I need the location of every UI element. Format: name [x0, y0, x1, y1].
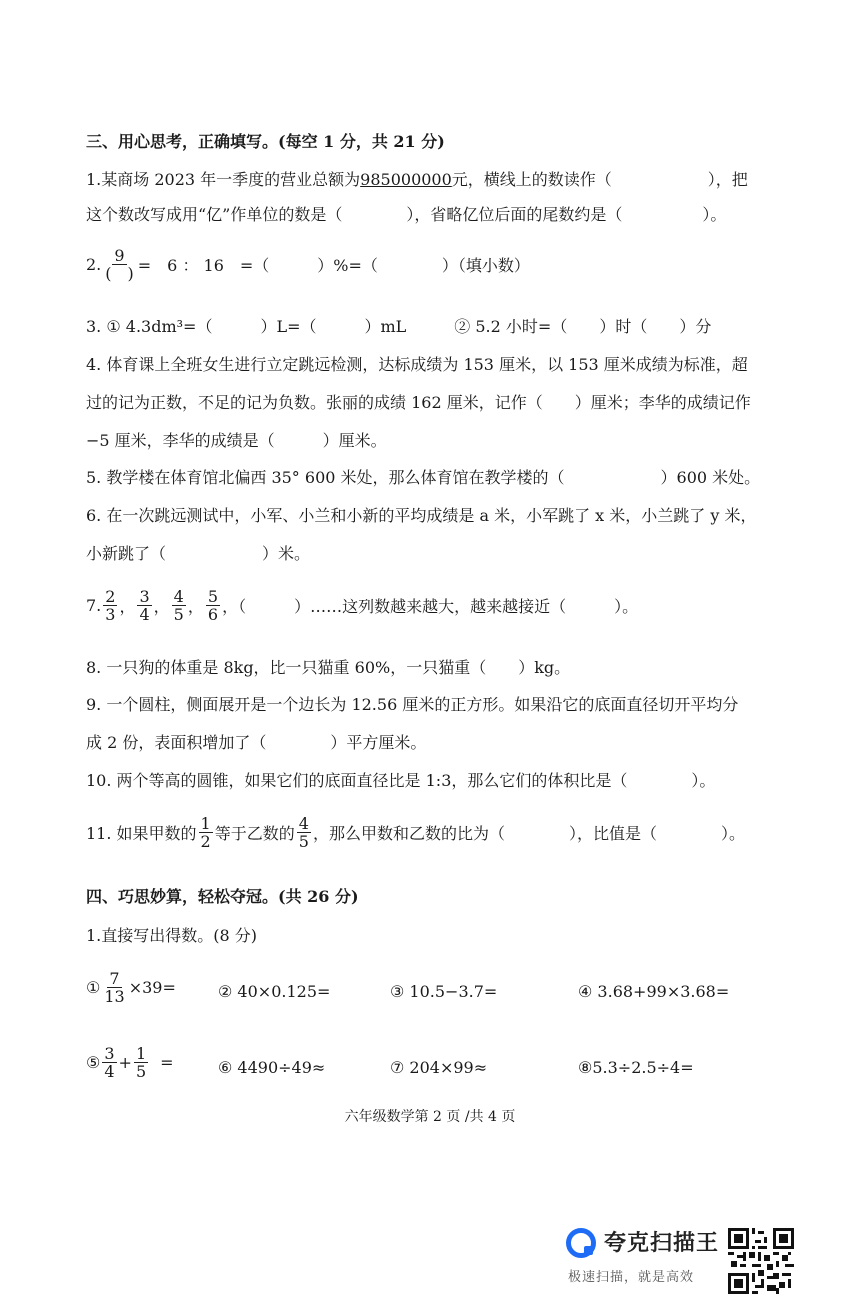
- q11-fraction-1: [199, 815, 213, 850]
- calc-item-1: [86, 970, 176, 1005]
- calc-item-3: ③ 10.5−3.7=: [390, 982, 498, 1001]
- calc-1-num: 7: [109, 969, 120, 988]
- q1-text-a: 1.某商场 2023 年一季度的营业总额为: [86, 170, 361, 189]
- q7-f1-num: 2: [105, 587, 116, 606]
- calc-1-fraction: [102, 970, 126, 1005]
- q7-prefix: 7.: [86, 596, 102, 615]
- question-4-line-3: −5 厘米，李华的成绩是（ ）厘米。: [86, 431, 387, 450]
- question-4-line-1: 4. 体育课上全班女生进行立定跳远检测，达标成绩为 153 厘米，以 153 厘米成绩为标准，超: [86, 355, 748, 374]
- section-4-heading: 四、巧思妙算，轻松夺冠。(共 26 分): [86, 887, 359, 906]
- q2-prefix: 2.: [86, 255, 102, 274]
- calc-item-7: ⑦ 204×99≈: [390, 1058, 488, 1077]
- brand-name: 夸克扫描王: [604, 1231, 720, 1256]
- q11-text-c: ，那么甲数和乙数的比为（ ），比值是（ ）。: [312, 824, 745, 843]
- q7-fraction-2: [137, 588, 151, 623]
- q7-fraction-4: [206, 588, 220, 623]
- q7-fraction-3: [172, 588, 186, 623]
- question-9-line-2: 成 2 份，表面积增加了（ ）平方厘米。: [86, 733, 427, 752]
- q7-rest: ，（ ）……这列数越来越大，越来越接近（ ）。: [222, 597, 639, 616]
- calc-5-f1-den: 4: [104, 1062, 115, 1081]
- q2-fraction: [103, 247, 136, 282]
- question-10: 10. 两个等高的圆锥，如果它们的底面直径比是 1:3，那么它们的体积比是（ ）。: [86, 771, 716, 790]
- q11-f1-num: 1: [200, 814, 211, 833]
- calc-1-label: ①: [86, 978, 101, 997]
- calc-item-4: ④ 3.68+99×3.68=: [578, 982, 730, 1001]
- q7-fraction-1: [103, 588, 117, 623]
- question-6-line-2: 小新跳了（ ）米。: [86, 544, 311, 563]
- question-2: [86, 247, 530, 282]
- calc-5-f1-num: 3: [104, 1044, 115, 1063]
- calc-item-2: ② 40×0.125=: [218, 982, 331, 1001]
- q7-f2-num: 3: [139, 587, 150, 606]
- question-9-line-1: 9. 一个圆柱，侧面展开是一个边长为 12.56 厘米的正方形。如果沿它的底面直径切开平均分: [86, 695, 739, 714]
- q11-f2-num: 4: [298, 814, 309, 833]
- q7-f2-den: 4: [139, 605, 150, 624]
- calc-5-f2-num: 1: [135, 1044, 147, 1063]
- calc-5-plus: +: [118, 1053, 132, 1072]
- q7-f3-num: 4: [173, 587, 184, 606]
- calc-5-label: ⑤: [86, 1053, 101, 1072]
- section-4-subheading: 1.直接写出得数。(8 分): [86, 926, 258, 945]
- scanner-watermark: [566, 1228, 726, 1288]
- q11-fraction-2: [297, 815, 311, 850]
- q7-comma: ，: [187, 597, 204, 616]
- q2-rest: = 6 ： 16 =（ ）%=（ ）（填小数）: [137, 256, 530, 275]
- question-3: 3. ① 4.3dm³=（ ）L=（ ）mL ② 5.2 小时=（ ）时（ ）分: [86, 317, 712, 336]
- question-6-line-1: 6. 在一次跳远测试中，小军、小兰和小新的平均成绩是 a 米，小军跳了 x 米，小兰跳了 y 米，: [86, 506, 757, 525]
- q7-f1-den: 3: [105, 605, 116, 624]
- question-11: [86, 815, 745, 850]
- question-4-line-2: 过的记为正数，不足的记为负数。张丽的成绩 162 厘米，记作（ ）厘米；李华的成绩记作: [86, 393, 751, 412]
- q11-f1-den: 2: [200, 832, 211, 851]
- question-1-line-2: 这个数改写成用“亿”作单位的数是（ ），省略亿位后面的尾数约是（ ）。: [86, 205, 727, 224]
- q7-comma: ，: [119, 597, 136, 616]
- calc-item-8: ⑧5.3÷2.5÷4=: [578, 1058, 694, 1077]
- q7-f3-den: 5: [173, 605, 184, 624]
- question-1-line-1: [86, 169, 748, 191]
- q1-text-b: 元，横线上的数读作（ ），把: [451, 170, 748, 189]
- calc-1-rest: ×39=: [128, 978, 176, 997]
- q2-frac-denominator: ( ): [105, 264, 134, 283]
- calc-5-fraction-2: [134, 1045, 148, 1080]
- q7-comma: ，: [153, 597, 170, 616]
- section-3-heading: 三、用心思考，正确填写。(每空 1 分，共 21 分): [86, 132, 445, 151]
- calc-5-f2-den: 5: [135, 1062, 147, 1081]
- calc-item-6: ⑥ 4490÷49≈: [218, 1058, 326, 1077]
- question-8: 8. 一只狗的体重是 8kg，比一只猫重 60%，一只猫重（ ）kg。: [86, 658, 571, 677]
- calc-item-5: [86, 1045, 174, 1080]
- qr-code-icon: [728, 1228, 794, 1294]
- page-footer: 六年级数学第 2 页 /共 4 页: [344, 1109, 516, 1125]
- q11-f2-den: 5: [298, 832, 309, 851]
- q7-f4-num: 5: [207, 587, 219, 606]
- calc-1-den: 13: [104, 987, 125, 1006]
- q11-text-b: 等于乙数的: [214, 824, 295, 843]
- question-5: 5. 教学楼在体育馆北偏西 35° 600 米处，那么体育馆在教学楼的（ ）600 米处。: [86, 468, 761, 487]
- brand-slogan: 极速扫描，就是高效: [568, 1270, 695, 1285]
- calc-5-equals: =: [160, 1053, 174, 1072]
- quark-logo-icon: [566, 1228, 596, 1258]
- q2-frac-numerator: 9: [114, 246, 125, 265]
- q1-underlined-number: 985000000: [360, 170, 452, 189]
- calc-5-fraction-1: [102, 1045, 116, 1080]
- q7-f4-den: 6: [207, 605, 219, 624]
- question-7: [86, 588, 638, 623]
- q11-text-a: 11. 如果甲数的: [86, 824, 197, 843]
